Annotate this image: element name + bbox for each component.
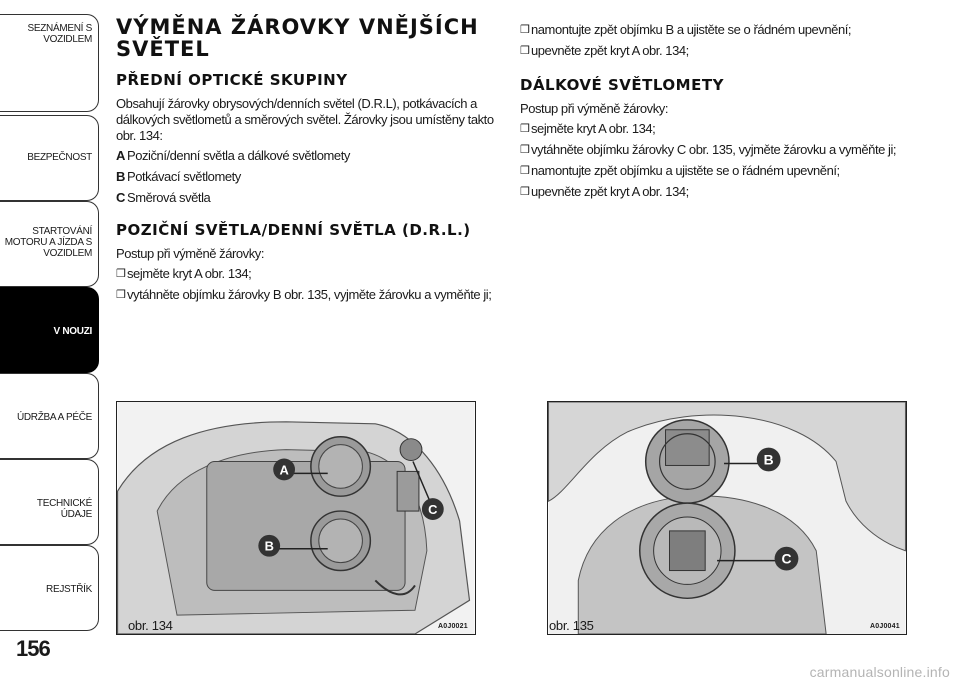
step-item: ❒ namontujte zpět objímku B a ujistěte se o řádném upevnění; (520, 22, 852, 37)
step-item: ❒ sejměte kryt A obr. 134; (520, 121, 656, 136)
step-item: ❒ namontujte zpět objímku a ujistěte se o řádném upevnění; (520, 163, 840, 178)
section-title-high-beams: DÁLKOVÉ SVĚTLOMETY (520, 76, 724, 94)
tab-v-nouzi[interactable]: V NOUZI (0, 287, 99, 373)
legend-item: B Potkávací světlomety (116, 169, 241, 184)
legend-item: A Poziční/denní světla a dálkové světlomety (116, 148, 350, 163)
step-item: ❒ upevněte zpět kryt A obr. 134; (520, 184, 689, 199)
figure-135-bulb-holders (547, 401, 907, 635)
figure-caption: obr. 135 (549, 618, 594, 633)
bulb-holder-illustration (548, 402, 906, 634)
chapter-sidebar (0, 0, 100, 686)
procedure-intro: Postup při výměně žárovky: (116, 246, 264, 261)
step-item: ❒ sejměte kryt A obr. 134; (116, 266, 252, 281)
step-item: ❒ vytáhněte objímku žárovky C obr. 135, vyjměte žárovku a vyměňte ji; (520, 142, 897, 157)
watermark: carmanualsonline.info (809, 664, 950, 680)
callout-a: A (279, 462, 289, 478)
procedure-intro: Postup při výměně žárovky: (520, 101, 668, 116)
section-title-position-lights: POZIČNÍ SVĚTLA/DENNÍ SVĚTLA (D.R.L.) (116, 221, 471, 239)
section-title-front-lights: PŘEDNÍ OPTICKÉ SKUPINY (116, 71, 348, 89)
tab-udrzba[interactable]: ÚDRŽBA A PÉČE (0, 373, 99, 459)
section-intro: Obsahují žárovky obrysových/denních světel (D.R.L), potkávacích a dálkových světlometů a směrových světel. Žárovky jsou umístěny takto obr. 134: (116, 96, 494, 143)
tab-startovani[interactable]: STARTOVÁNÍ MOTORU A JÍZDA S VOZIDLEM (0, 201, 99, 287)
page-number: 156 (16, 636, 50, 661)
tab-rejstrik[interactable]: REJSTŘÍK (0, 545, 99, 631)
tab-bezpecnost[interactable]: BEZPEČNOST (0, 115, 99, 201)
page-title: VÝMĚNA ŽÁROVKY VNĚJŠÍCH SVĚTEL (116, 15, 479, 61)
left-column (116, 16, 496, 308)
figure-134-headlamp-rear (116, 401, 476, 635)
figure-caption: obr. 134 (128, 618, 173, 633)
step-item: ❒ vytáhněte objímku žárovky B obr. 135, vyjměte žárovku a vyměňte ji; (116, 287, 492, 302)
legend-item: C Směrová světla (116, 190, 211, 205)
figure-code: A0J0041 (870, 623, 900, 630)
callout-c: C (428, 502, 438, 518)
callout-b: B (264, 538, 274, 554)
step-item: ❒ upevněte zpět kryt A obr. 134; (520, 43, 689, 58)
callout-c: C (781, 550, 792, 567)
callout-b: B (763, 451, 774, 468)
right-column (520, 22, 920, 205)
headlamp-rear-illustration (117, 402, 475, 634)
tab-technicke-udaje[interactable]: TECHNICKÉ ÚDAJE (0, 459, 99, 545)
tab-seznameni[interactable]: SEZNÁMENÍ S VOZIDLEM (0, 14, 99, 112)
figure-code: A0J0021 (438, 623, 468, 630)
